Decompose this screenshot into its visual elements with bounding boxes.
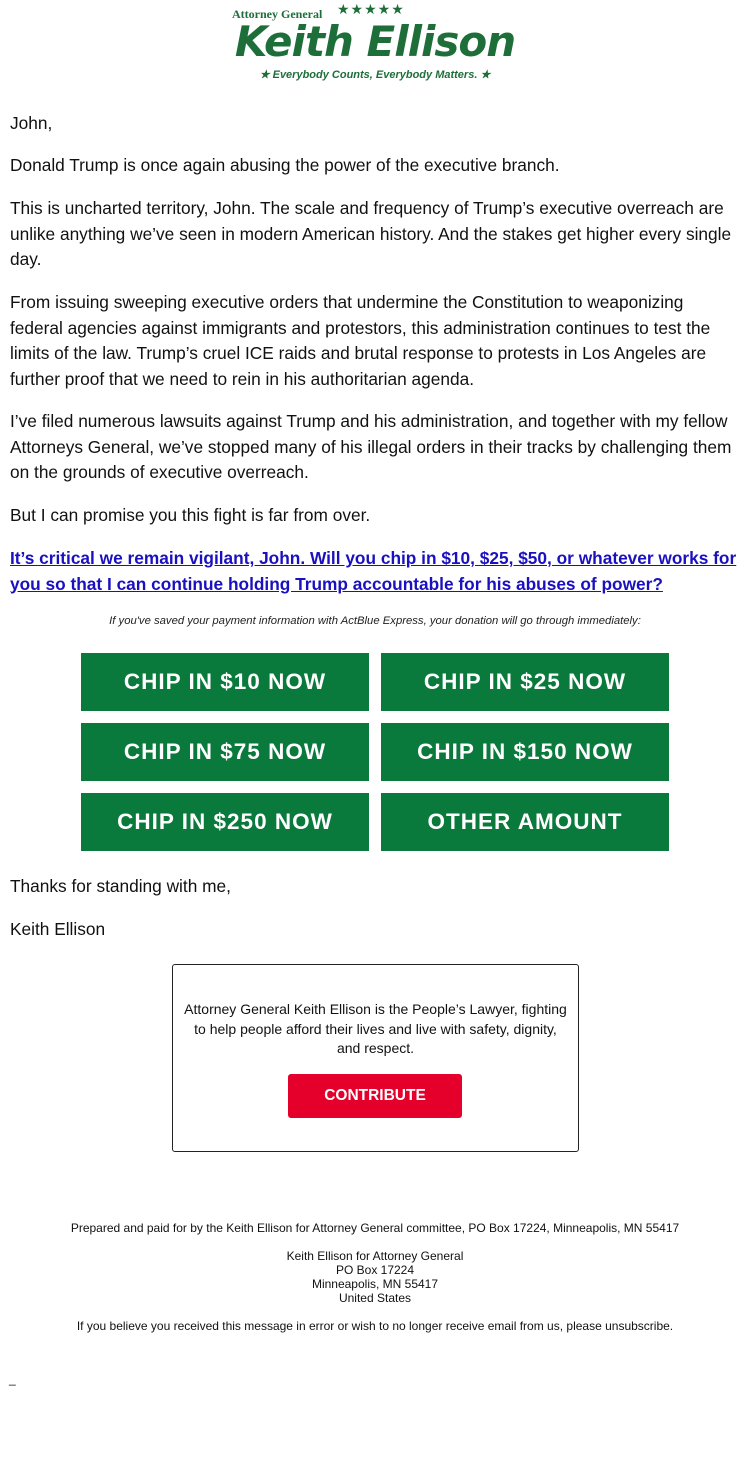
- other-amount-button[interactable]: OTHER AMOUNT: [381, 793, 669, 851]
- chip-in-25-button[interactable]: CHIP IN $25 NOW: [381, 653, 669, 711]
- closing: Thanks for standing with me,: [10, 876, 231, 896]
- paragraph-2: This is uncharted territory, John. The scale and frequency of Trump’s executive overreach are unlike anything we’ve seen in modern American history. And the stakes get higher every single day.: [10, 198, 732, 269]
- logo-office: Attorney General: [232, 7, 323, 21]
- contribute-box-text: Attorney General Keith Ellison is the People’s Lawyer, fighting to help people afford their lives and live with safety, dignity, and respect.: [184, 1001, 567, 1056]
- paid-for-disclaimer: Prepared and paid for by the Keith Ellison for Attorney General committee, PO Box 17224, Minneapolis, MN 55417: [70, 1221, 680, 1235]
- chip-in-75-button[interactable]: CHIP IN $75 NOW: [81, 723, 369, 781]
- chip-in-10-button[interactable]: CHIP IN $10 NOW: [81, 653, 369, 711]
- footer-address-line: PO Box 17224: [335, 1263, 415, 1277]
- paragraph-5: But I can promise you this fight is far from over.: [10, 505, 371, 525]
- greeting: John,: [10, 113, 53, 133]
- unsubscribe-text[interactable]: If you believe you received this message in error or wish to no longer receive email from us, please unsubscribe.: [76, 1319, 674, 1333]
- logo-name: Keith Ellison: [234, 17, 516, 66]
- signature: Keith Ellison: [10, 919, 106, 939]
- chip-in-150-button[interactable]: CHIP IN $150 NOW: [381, 723, 669, 781]
- donate-link[interactable]: It’s critical we remain vigilant, John. Will you chip in $10, $25, $50, or whatever works for you so that I can continue holding Trump accountable for his abuses of power?: [10, 548, 737, 594]
- logo-stars-icon: ★★★★★: [337, 1, 405, 17]
- contribute-box: [172, 964, 579, 1152]
- actblue-express-note: If you've saved your payment information with ActBlue Express, your donation will go through immediately:: [109, 615, 641, 627]
- footer-dash: _: [9, 1372, 16, 1386]
- paragraph-3: From issuing sweeping executive orders that undermine the Constitution to weaponizing federal agencies against immigrants and protestors, this administration continues to test the limits of the law. Trump’s cruel ICE raids and brutal response to protests in Los Angeles are further proof that we need to rein in his authoritarian agenda.: [10, 292, 711, 389]
- paragraph-1: Donald Trump is once again abusing the power of the executive branch.: [10, 155, 560, 175]
- footer-address-name: Keith Ellison for Attorney General: [286, 1249, 464, 1263]
- contribute-button[interactable]: CONTRIBUTE: [288, 1074, 462, 1118]
- footer-address-city: Minneapolis, MN 55417: [311, 1277, 439, 1291]
- footer-address-country: United States: [338, 1291, 412, 1305]
- chip-in-250-button[interactable]: CHIP IN $250 NOW: [81, 793, 369, 851]
- paragraph-4: I’ve filed numerous lawsuits against Trump and his administration, and together with my fellow Attorneys General, we’ve stopped many of his illegal orders in their tracks by challenging them on the grounds of executive overreach.: [10, 411, 732, 482]
- logo-tagline: ★ Everybody Counts, Everybody Matters. ★: [259, 69, 491, 81]
- logo-header: [0, 0, 750, 90]
